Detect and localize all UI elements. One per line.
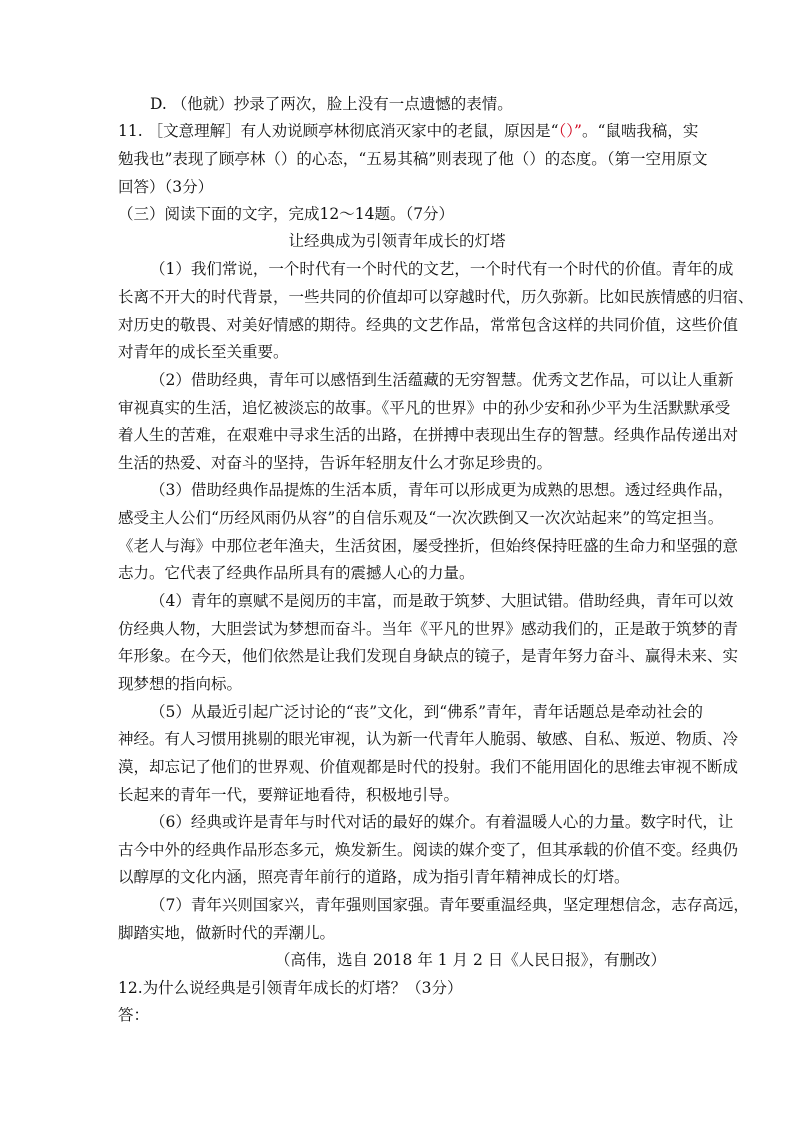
p4-line-1: （4）青年的禀赋不是阅历的丰富，而是敢于筑梦、大胆试错。借助经典，青年可以效: [150, 592, 734, 610]
p3-line-2: 感受主人公们“历经风雨仍从容”的自信乐观及“一次次跌倒又一次次站起来”的笃定担当。: [118, 509, 724, 527]
q11-line-1: [118, 120, 698, 142]
p2-line-1: （2）借助经典，青年可以感悟到生活蕴藏的无穷智慧。优秀文艺作品，可以让人重新: [150, 371, 734, 389]
p2-line-3: 着人生的苦难，在艰难中寻求生活的出路，在拼搏中表现出生存的智慧。经典作品传递出对: [118, 426, 739, 444]
section3-instruction: （三）阅读下面的文字，完成12～14题。（7分）: [118, 205, 455, 223]
p4-line-2: 仿经典人物，大胆尝试为梦想而奋斗。当年《平凡的世界》感动我们的，正是敢于筑梦的青: [118, 620, 739, 638]
p2-line-2: 审视真实的生活，追忆被淡忘的故事。《平凡的世界》中的孙少安和孙少平为生活默默承受: [118, 399, 731, 417]
p3-line-1: （3）借助经典作品提炼的生活本质，青年可以形成更为成熟的思想。透过经典作品，: [150, 481, 734, 499]
p4-line-3: 年形象。在今天，他们依然是让我们发现自身缺点的镜子，是青年努力奋斗、赢得未来、实: [118, 647, 739, 665]
q11-line-2: 勉我也”表现了顾亭林（）的心态，“五易其稿”则表现了他（）的态度。（第一空用原文: [118, 150, 708, 168]
p6-line-1: （6）经典或许是青年与时代对话的最好的媒介。有着温暖人心的力量。数字时代，让: [150, 813, 734, 831]
p7-line-1: （7）青年兴则国家兴，青年强则国家强。青年要重温经典，坚定理想信念，志存高远，: [150, 896, 749, 914]
q12-question: 12.为什么说经典是引领青年成长的灯塔？（3分）: [118, 979, 463, 997]
q11-blank-red: （）”: [558, 122, 582, 140]
article-source: （高伟，选自 2018 年 1 月 2 日《人民日报》，有删改）: [275, 951, 666, 969]
p2-line-4: 生活的热爱、对奋斗的坚持，告诉年轻朋友什么才弥足珍贵的。: [118, 454, 553, 472]
p6-line-2: 古今中外的经典作品形态多元，焕发新生。阅读的媒介变了，但其承载的价值不变。经典仍: [118, 841, 739, 859]
p5-line-2: 神经。有人习惯用挑剔的眼光审视，认为新一代青年人脆弱、敏感、自私、叛逆、物质、冷: [118, 730, 739, 748]
option-d: D. （他就）抄录了两次，脸上没有一点遗憾的表情。: [150, 95, 513, 113]
p3-line-3: 《老人与海》中那位老年渔夫，生活贫困，屡受挫折，但始终保持旺盛的生命力和坚强的意: [118, 537, 739, 555]
q11-line1-prefix: 11. ［文意理解］有人劝说顾亭林彻底消灭家中的老鼠，原因是“: [118, 122, 559, 140]
p1-line-2: 长离不开大的时代背景，一些共同的价值却可以穿越时代，历久弥新。比如民族情感的归宿、: [118, 288, 754, 306]
p4-line-4: 现梦想的指向标。: [118, 675, 243, 693]
q11-line1-suffix: 。“鼠啮我稿，实: [581, 122, 699, 140]
article-title: 让经典成为引领青年成长的灯塔: [288, 232, 506, 250]
p5-line-1: （5）从最近引起广泛讨论的“丧”文化，到“佛系”青年，青年话题总是牵动社会的: [150, 703, 704, 721]
p1-line-4: 对青年的成长至关重要。: [118, 343, 289, 361]
p3-line-4: 志力。它代表了经典作品所具有的震撼人心的力量。: [118, 564, 475, 582]
p7-line-2: 脚踏实地，做新时代的弄潮儿。: [118, 924, 336, 942]
p1-line-3: 对历史的敬畏、对美好情感的期待。经典的文艺作品，常常包含这样的共同价值，这些价值: [118, 316, 739, 334]
p1-line-1: （1）我们常说，一个时代有一个时代的文艺，一个时代有一个时代的价值。青年的成: [150, 260, 734, 278]
p5-line-3: 漠，却忘记了他们的世界观、价值观都是时代的投射。我们不能用固化的思维去审视不断成: [118, 758, 739, 776]
p5-line-4: 长起来的青年一代，要辩证地看待，积极地引导。: [118, 786, 460, 804]
q12-answer-label: 答：: [118, 1006, 150, 1024]
q11-line-3: 回答）（3分）: [118, 178, 214, 196]
p6-line-3: 以醇厚的文化内涵，照亮青年前行的道路，成为指引青年精神成长的灯塔。: [118, 868, 630, 886]
